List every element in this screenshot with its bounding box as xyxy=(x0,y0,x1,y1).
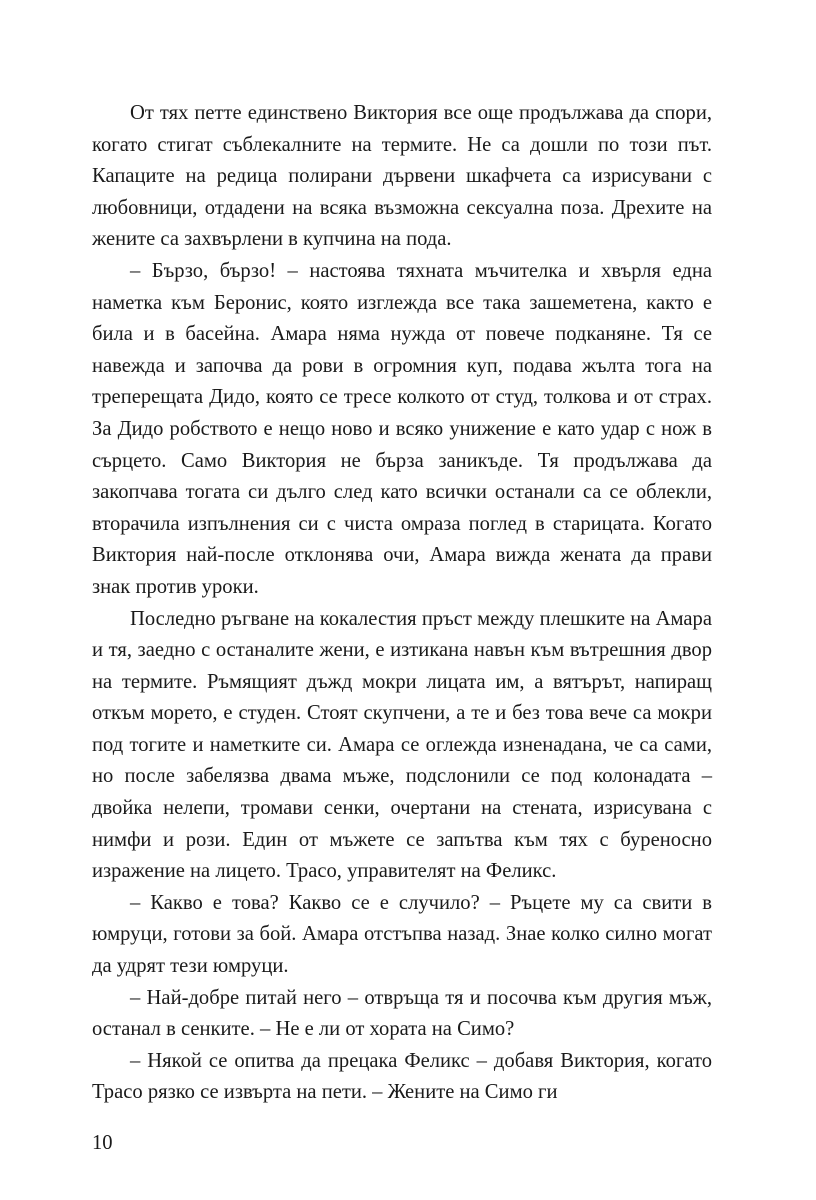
paragraph: – Какво е това? Какво се е случило? – Ръцете му са свити в юмруци, готови за бой. Амара отстъпва назад. Знае колко силно могат да удрят тези юмруци. xyxy=(92,891,712,978)
page-number: 10 xyxy=(92,1132,113,1154)
paragraph: – Бързо, бързо! – настоява тяхната мъчителка и хвърля една наметка към Беронис, която изглежда все така зашеметена, както е била и в басейна. Амара няма нужда от повече подканяне. Тя се навежда и започва да рови в огромния куп, подава жълта тога на треперещата Дидо, която се тресе колкото от студ, толкова и от страх. За Дидо робството е нещо ново и всяко унижение е като удар с нож в сърцето. Само Виктория не бърза заникъде. Тя продължава да закопчава тогата си дълго след като всички останали са се облекли, вторачила изпълнения си с чиста омраза поглед в старицата. Когато Виктория най-после отклонява очи, Амара вижда жената да прави знак против уроки. xyxy=(92,259,712,598)
paragraph: – Някой се опитва да прецака Феликс – добавя Виктория, когато Трасо рязко се извърта на пети. – Жените на Симо ги xyxy=(92,1049,712,1104)
paragraph: Последно ръгване на кокалестия пръст между плешките на Амара и тя, заедно с останалите жени, е изтикана навън към вътрешния двор на термите. Ръмящият дъжд мокри лицата им, а вятърът, напиращ откъм морето, е студен. Стоят скупчени, а те и без това вече са мокри под тогите и наметките си. Амара се оглежда изненадана, че са сами, но после забелязва двама мъже, подслонили се под колонадата – двойка нелепи, тромави сенки, очертани на стената, изрисувана с нимфи и рози. Един от мъжете се запътва към тях с буреносно изражение на лицето. Трасо, управителят на Феликс. xyxy=(92,607,712,883)
paragraph: – Най-добре питай него – отвръща тя и посочва към другия мъж, останал в сенките. – Не е ли от хората на Симо? xyxy=(92,986,712,1041)
paragraph: От тях петте единствено Виктория все още продължава да спори, когато стигат съблекалните на термите. Не са дошли по този път. Капаците на редица полирани дървени шкафчета са изрисувани с любовници, отдадени на всяка възможна сексуална поза. Дрехите на жените са захвърлени в купчина на пода. xyxy=(92,102,712,251)
body-text xyxy=(92,98,712,1109)
